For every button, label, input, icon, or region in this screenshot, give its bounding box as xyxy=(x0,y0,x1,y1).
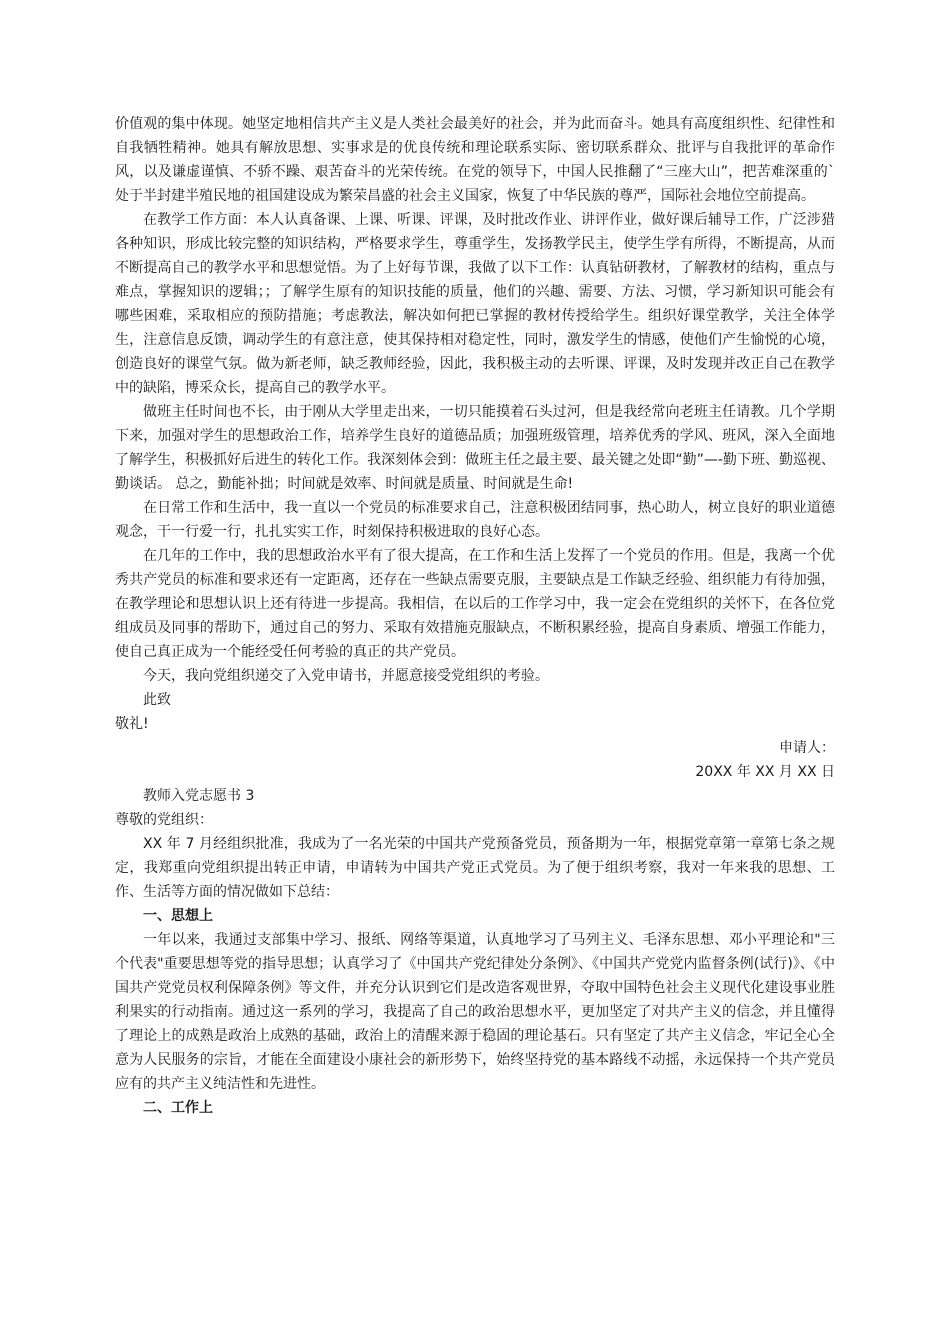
heading-work: 二、工作上 xyxy=(143,1100,213,1116)
paragraph-teaching-work: 在教学工作方面：本人认真备课、上课、听课、评课，及时批改作业、讲评作业，做好课后辅导工作，广泛涉猎各种知识，形成比较完整的知识结构，严格要求学生，尊重学生，发扬教学民主，使学生学有所得，不断提高，从而不断提高自己的教学水平和思想觉悟。为了上好每节课，我做了以下工作：认真钻研教材，了解教材的结构，重点与难点，掌握知识的逻辑；；了解学生原有的知识技能的质量，他们的兴趣、需要、方法、习惯，学习新知识可能会有哪些困难，采取相应的预防措施；考虑教法，解决如何把已掌握的教材传授给学生。组织好课堂教学，关注全体学生，注意信息反馈，调动学生的有意注意，使其保持相对稳定性，同时，激发学生的情感，使他们产生愉悦的心境，创造良好的课堂气氛。做为新老师，缺乏教师经验，因此，我积极主动的去听课、评课，及时发现并改正自己在教学中的缺陷，博采众长，提高自己的教学水平。 xyxy=(115,212,835,396)
heading-ideology: 一、思想上 xyxy=(143,908,213,924)
closing-jingli: 敬礼! xyxy=(115,716,149,732)
paragraph-daily-life: 在日常工作和生活中，我一直以一个党员的标准要求自己，注意积极团结同事，热心助人，树立良好的职业道德观念，干一行爱一行，扎扎实实工作，时刻保持积极进取的良好心态。 xyxy=(115,500,835,540)
paragraph-ideology: 一年以来，我通过支部集中学习、报纸、网络等渠道，认真地学习了马列主义、毛泽东思想、邓小平理论和"三个代表"重要思想等党的指导思想；认真学习了《中国共产党纪律处分条例》、《中国共产党党内监督条例(试行)》、《中国共产党党员权利保障条例》等文件，并充分认识到它们是改造客观世界，夺取中国特色社会主义现代化建设事业胜利果实的行动指南。通过这一系列的学习，我提高了自己的政治思想水平，更加坚定了对共产主义的信念，并且懂得了理论上的成熟是政治上成熟的基础，政治上的清醒来源于稳固的理论基石。只有坚定了共产主义信念，牢记全心全意为人民服务的宗旨，才能在全面建设小康社会的新形势下，始终坚持党的基本路线不动摇，永远保持一个共产党员应有的共产主义纯洁性和先进性。 xyxy=(115,932,835,1092)
section-title: 教师入党志愿书 3 xyxy=(143,788,255,804)
document-body xyxy=(115,112,835,1120)
paragraph-shortcomings: 在几年的工作中，我的思想政治水平有了很大提高，在工作和生活上发挥了一个党员的作用。但是，我离一个优秀共产党员的标准和要求还有一定距离，还存在一些缺点需要克服，主要缺点是工作缺乏经验、组织能力有待加强，在教学理论和思想认识上还有待进一步提高。我相信，在以后的工作学习中，我一定会在党组织的关怀下，在各位党组成员及同事的帮助下，通过自己的努力、采取有效措施克服缺点，不断积累经验，提高自身素质、增强工作能力，使自己真正成为一个能经受任何考验的真正的共产党员。 xyxy=(115,548,835,660)
paragraph-intro: XX 年 7 月经组织批准，我成为了一名光荣的中国共产党预备党员，预备期为一年，根据党章第一章第七条之规定，我郑重向党组织提出转正申请，申请转为中国共产党正式党员。为了便于组织考察，我对一年来我的思想、工作、生活等方面的情况做如下总结： xyxy=(115,836,835,900)
salutation: 尊敬的党组织： xyxy=(115,812,213,828)
applicant-signature: 申请人： xyxy=(779,740,835,756)
paragraph-class-teacher: 做班主任时间也不长，由于刚从大学里走出来，一切只能摸着石头过河，但是我经常向老班主任请教。几个学期下来，加强对学生的思想政治工作，培养学生良好的道德品质；加强班级管理，培养优秀的学风、班风，深入全面地了解学生，积极抓好后进生的转化工作。我深刻体会到：做班主任之最主要、最关键之处即“勤”—-勤下班、勤巡视、勤谈话。 总之，勤能补拙；时间就是效率、时间就是质量、时间就是生命! xyxy=(115,404,835,492)
signature-date: 20XX 年 XX 月 XX 日 xyxy=(695,764,835,780)
paragraph-submission: 今天，我向党组织递交了入党申请书，并愿意接受党组织的考验。 xyxy=(143,668,549,684)
paragraph-values-conclusion: 价值观的集中体现。她坚定地相信共产主义是人类社会最美好的社会，并为此而奋斗。她具有高度组织性、纪律性和自我牺牲精神。她具有解放思想、实事求是的优良传统和理论联系实际、密切联系群众、批评与自我批评的革命作风，以及谦虚谨慎、不骄不躁、艰苦奋斗的光荣传统。在党的领导下，中国人民推翻了“三座大山”，把苦难深重的`处于半封建半殖民地的祖国建设成为繁荣昌盛的社会主义国家，恢复了中华民族的尊严，国际社会地位空前提高。 xyxy=(115,116,835,204)
closing-cizhi: 此致 xyxy=(143,692,171,708)
